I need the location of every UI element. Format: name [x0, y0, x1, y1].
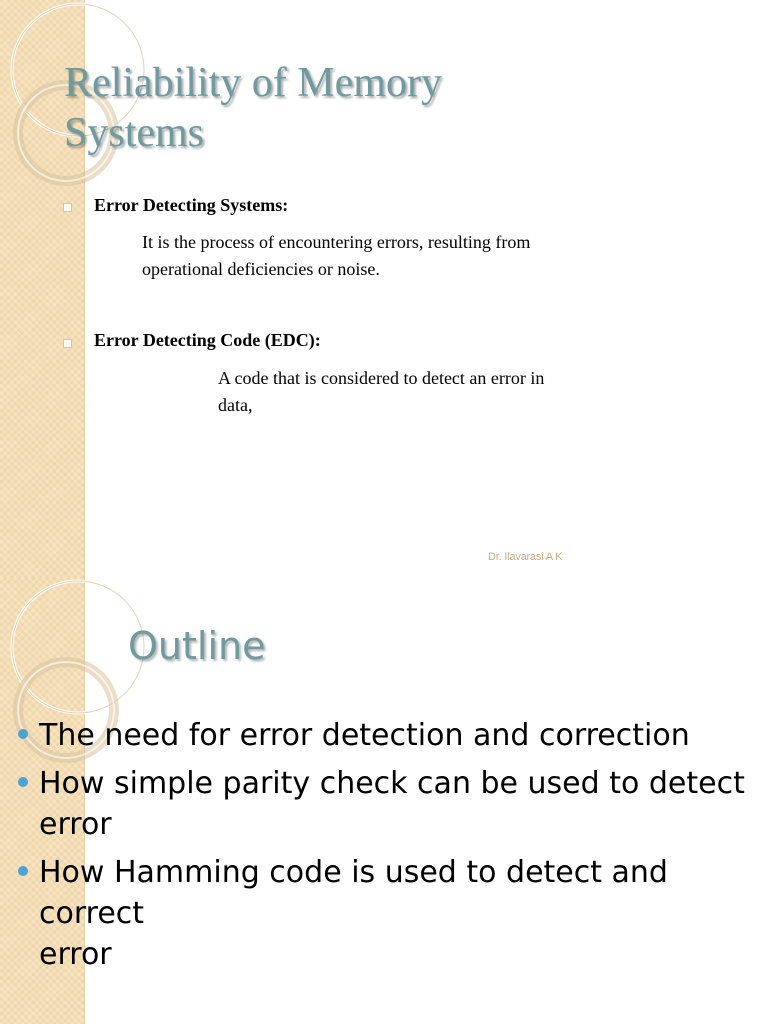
bullet-dot-icon: [18, 866, 28, 876]
square-bullet-icon: [63, 339, 72, 348]
bullet-dot-icon: [18, 777, 28, 787]
outline-item: [12, 852, 762, 975]
title-line-2: Systems: [64, 110, 205, 156]
slide-outline: [0, 577, 768, 1024]
section-body-line: data,: [218, 395, 253, 415]
outline-item-text: How simple parity check can be used to detect: [39, 766, 745, 801]
outline-item-text-continued: error: [39, 807, 112, 842]
slide-title: [64, 58, 442, 158]
outline-item: [12, 715, 762, 756]
section-body-line: A code that is considered to detect an error in: [218, 368, 545, 388]
outline-item-text-continued: error: [39, 937, 112, 972]
outline-item-text: The need for error detection and correction: [39, 718, 690, 753]
section-heading-error-detecting-code: Error Detecting Code (EDC):: [94, 330, 321, 350]
outline-title: Outline: [128, 624, 266, 668]
section-body-line: operational deficiencies or noise.: [142, 259, 380, 279]
outline-item: [12, 763, 762, 845]
outline-item-text: How Hamming code is used to detect and correct: [39, 855, 668, 931]
author-footer: Dr. Ilavarasi A K: [488, 551, 563, 563]
bullet-dot-icon: [18, 729, 28, 739]
title-line-1: Reliability of Memory: [64, 60, 442, 106]
outline-list: [12, 715, 762, 982]
square-bullet-icon: [63, 203, 72, 212]
section-body-line: It is the process of encountering errors, resulting from: [142, 232, 531, 252]
section-heading-error-detecting-systems: Error Detecting Systems:: [94, 195, 289, 215]
